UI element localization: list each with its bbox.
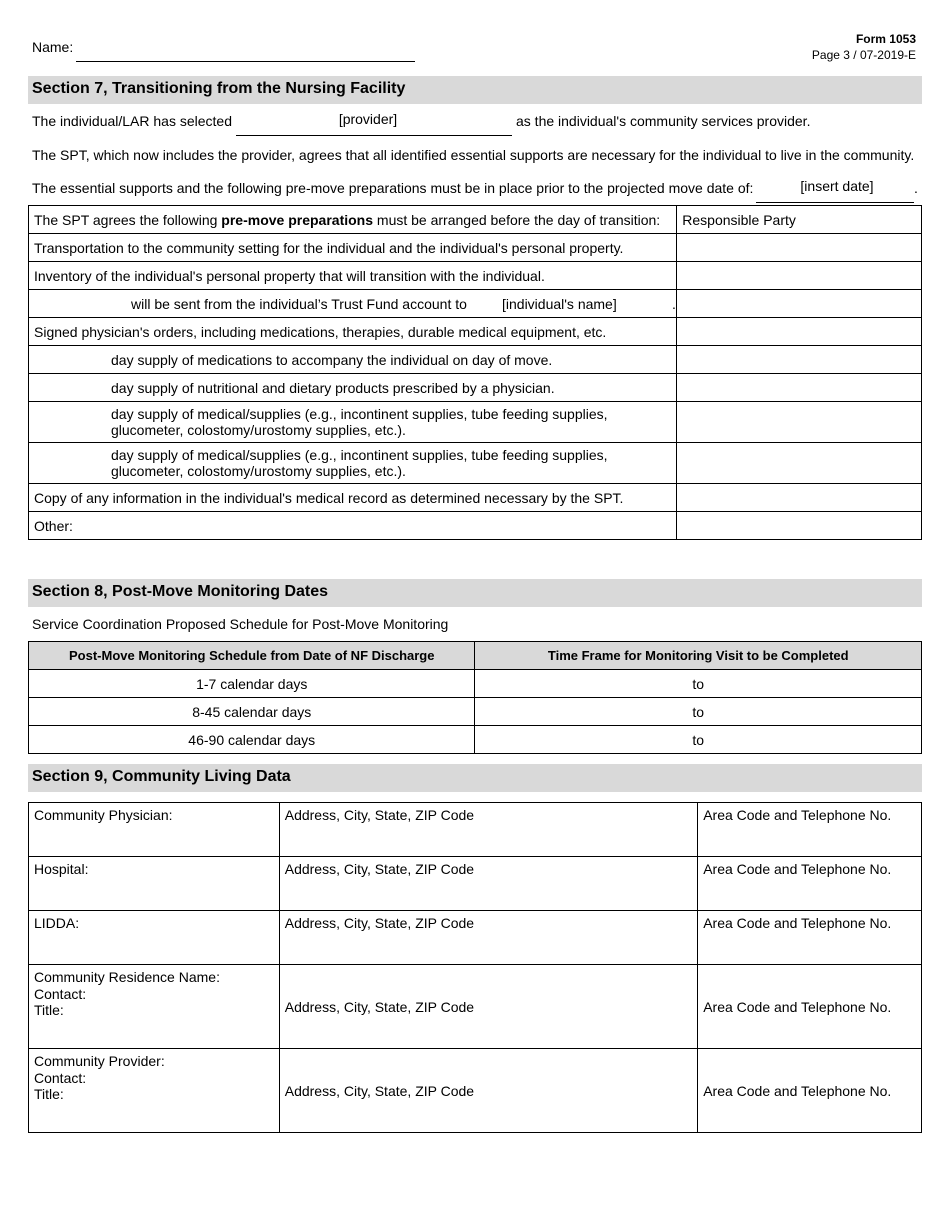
- physician-cell[interactable]: Community Physician:: [29, 803, 280, 857]
- medical-supplies-cell: day supply of medical/supplies (e.g., incontinent supplies, tube feeding supplies, glucometer, colostomy/urostomy supplies, etc.).: [29, 402, 677, 443]
- table-row: [29, 262, 922, 290]
- provider-cell[interactable]: [29, 1049, 280, 1133]
- hospital-phone-field[interactable]: Area Code and Telephone No.: [698, 857, 922, 911]
- table-row: [29, 911, 922, 965]
- physician-phone-field[interactable]: Area Code and Telephone No.: [698, 803, 922, 857]
- page-info: Page 3 / 07-2019-E: [811, 48, 916, 62]
- table-row: [29, 698, 922, 726]
- spt-statement: The SPT, which now includes the provider, agrees that all identified essential supports are necessary for the individual to live in the community.: [32, 147, 915, 163]
- table-row: [29, 346, 922, 374]
- provider-phone-field[interactable]: Area Code and Telephone No.: [698, 1049, 922, 1133]
- table-row: [29, 374, 922, 402]
- section9-header: Section 9, Community Living Data: [28, 764, 922, 792]
- date-period: .: [914, 180, 918, 196]
- medical-record-cell: Copy of any information in the individual's medical record as determined necessary by the SPT.: [29, 484, 677, 512]
- provider-placeholder: [provider]: [338, 111, 398, 127]
- responsible-party-field[interactable]: [677, 262, 922, 290]
- table-row: [29, 234, 922, 262]
- selected-prefix: The individual/LAR has selected: [32, 113, 233, 129]
- responsible-party-field[interactable]: [677, 290, 922, 318]
- table-row: [29, 1049, 922, 1133]
- table-row: [29, 290, 922, 318]
- selected-suffix: as the individual's community services provider.: [516, 113, 811, 129]
- header-text-bold: pre-move preparations: [221, 211, 374, 228]
- residence-address-field[interactable]: Address, City, State, ZIP Code: [279, 965, 697, 1049]
- responsible-party-field[interactable]: [677, 484, 922, 512]
- table-row: [29, 443, 922, 484]
- table-row: [29, 965, 922, 1049]
- timeframe-field[interactable]: to: [475, 670, 922, 698]
- move-date-field[interactable]: [756, 178, 914, 203]
- lidda-cell[interactable]: LIDDA:: [29, 911, 280, 965]
- monitoring-header-row: [29, 642, 922, 670]
- other-cell: Other:: [29, 512, 677, 540]
- name-input-line[interactable]: [76, 61, 415, 62]
- physician-orders-cell: Signed physician's orders, including medications, therapies, durable medical equipment, etc.: [29, 318, 677, 346]
- table-row: [29, 512, 922, 540]
- transportation-cell: Transportation to the community setting for the individual and the individual's personal property.: [29, 234, 677, 262]
- responsible-party-field[interactable]: [677, 346, 922, 374]
- timeframe-field[interactable]: to: [475, 726, 922, 754]
- trust-fund-cell: [29, 290, 677, 318]
- timeframe-column-header: Time Frame for Monitoring Visit to be Completed: [475, 642, 922, 670]
- timeframe-field[interactable]: to: [475, 698, 922, 726]
- essential-prefix: The essential supports and the following pre-move preparations must be in place prior to the projected move date of:: [32, 180, 754, 196]
- table-row: [29, 670, 922, 698]
- residence-phone-field[interactable]: Area Code and Telephone No.: [698, 965, 922, 1049]
- inventory-cell: Inventory of the individual's personal property that will transition with the individual.: [29, 262, 677, 290]
- trust-fund-period: .: [672, 295, 676, 312]
- date-placeholder: [insert date]: [800, 178, 874, 194]
- premove-table: [28, 205, 922, 540]
- form-number: Form 1053: [855, 32, 916, 46]
- lidda-address-field[interactable]: Address, City, State, ZIP Code: [279, 911, 697, 965]
- section8-header: Section 8, Post-Move Monitoring Dates: [28, 579, 922, 607]
- table-row: [29, 402, 922, 443]
- provider-label: Community Provider:: [34, 1053, 165, 1069]
- schedule-column-header: Post-Move Monitoring Schedule from Date of NF Discharge: [29, 642, 475, 670]
- responsible-party-field[interactable]: [677, 234, 922, 262]
- responsible-party-field[interactable]: [677, 512, 922, 540]
- responsible-party-header: Responsible Party: [677, 206, 922, 234]
- table-row: [29, 726, 922, 754]
- schedule-cell: 1-7 calendar days: [29, 670, 475, 698]
- responsible-party-field[interactable]: [677, 402, 922, 443]
- table-row: [29, 484, 922, 512]
- residence-title-label: Title:: [34, 1002, 64, 1018]
- section8-subtitle: Service Coordination Proposed Schedule for Post-Move Monitoring: [32, 616, 449, 632]
- nutritional-cell: day supply of nutritional and dietary products prescribed by a physician.: [29, 374, 677, 402]
- medical-supplies-cell: day supply of medical/supplies (e.g., incontinent supplies, tube feeding supplies, glucometer, colostomy/urostomy supplies, etc.).: [29, 443, 677, 484]
- provider-field[interactable]: [236, 111, 512, 136]
- physician-address-field[interactable]: Address, City, State, ZIP Code: [279, 803, 697, 857]
- schedule-cell: 46-90 calendar days: [29, 726, 475, 754]
- hospital-cell[interactable]: Hospital:: [29, 857, 280, 911]
- schedule-cell: 8-45 calendar days: [29, 698, 475, 726]
- residence-cell[interactable]: [29, 965, 280, 1049]
- medications-cell: day supply of medications to accompany the individual on day of move.: [29, 346, 677, 374]
- table-row: [29, 318, 922, 346]
- responsible-party-field[interactable]: [677, 443, 922, 484]
- residence-contact-label: Contact:: [34, 985, 87, 1002]
- header-text-pre: The SPT agrees the following: [34, 211, 222, 228]
- provider-contact-label: Contact:: [34, 1069, 87, 1086]
- table-row: [29, 857, 922, 911]
- trust-fund-name: [individual's name]: [502, 295, 617, 312]
- premove-header-cell: [29, 206, 677, 234]
- section7-header: Section 7, Transitioning from the Nursing Facility: [28, 76, 922, 104]
- responsible-party-field[interactable]: [677, 318, 922, 346]
- provider-address-field[interactable]: Address, City, State, ZIP Code: [279, 1049, 697, 1133]
- name-label: Name:: [32, 39, 74, 55]
- premove-header-row: [29, 206, 922, 234]
- hospital-address-field[interactable]: Address, City, State, ZIP Code: [279, 857, 697, 911]
- residence-name-label: Community Residence Name:: [34, 969, 220, 985]
- header-text-post: must be arranged before the day of transition:: [373, 211, 661, 228]
- monitoring-table: [28, 641, 922, 754]
- community-table: [28, 802, 922, 1133]
- trust-fund-text: will be sent from the individual’s Trust Fund account to: [131, 295, 467, 312]
- provider-title-label: Title:: [34, 1086, 64, 1102]
- lidda-phone-field[interactable]: Area Code and Telephone No.: [698, 911, 922, 965]
- responsible-party-field[interactable]: [677, 374, 922, 402]
- table-row: [29, 803, 922, 857]
